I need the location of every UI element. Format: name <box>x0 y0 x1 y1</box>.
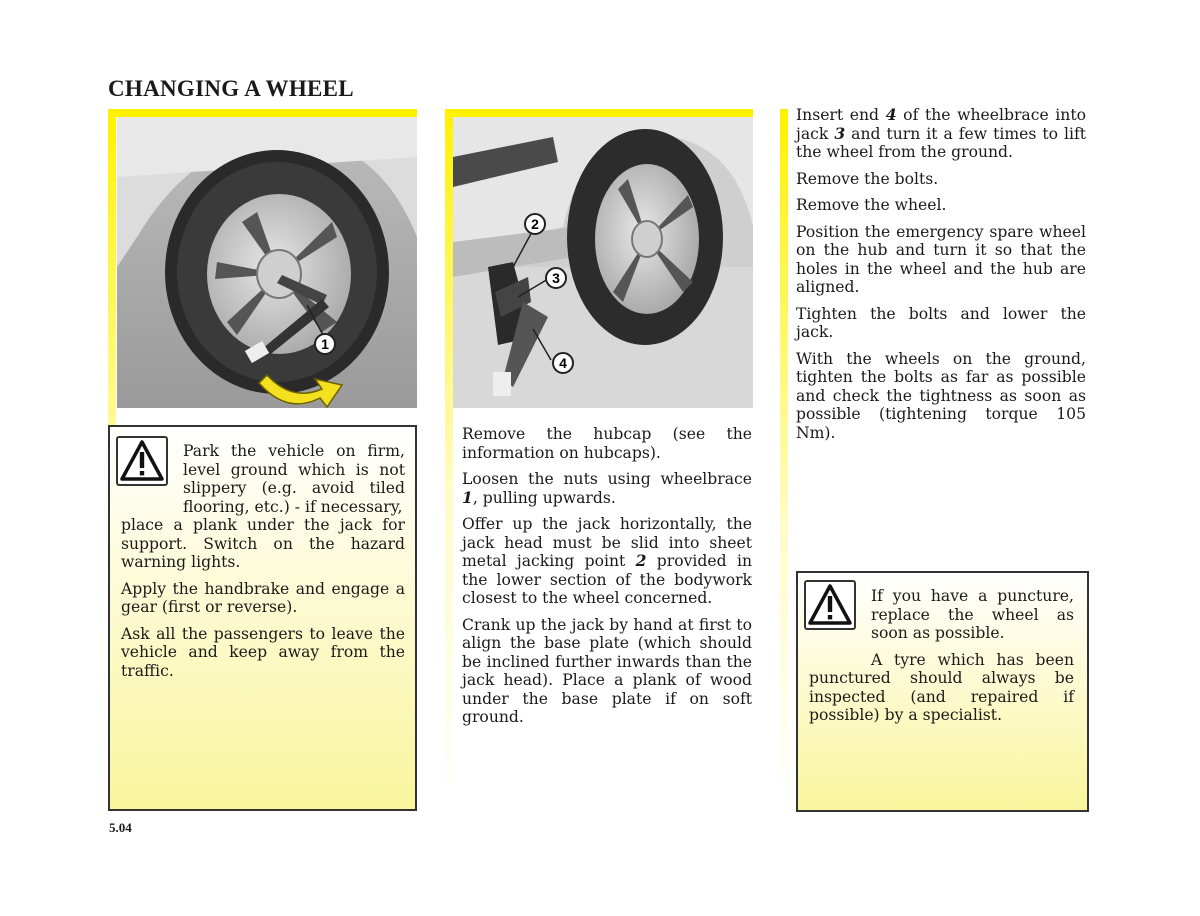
wheel-illustration <box>117 117 417 408</box>
page-number: 5.04 <box>109 820 132 835</box>
column3-yellow-sidebar <box>780 109 788 809</box>
column3-para4: Position the emergency spare wheel on the hub and turn it so that the holes in the wheel and the hub are aligned. <box>796 222 1086 296</box>
callout-3: 3 <box>552 270 560 286</box>
column3-para2: Remove the bolts. <box>796 169 939 188</box>
warning1-text <box>121 442 405 688</box>
column2-para2: Loosen the nuts using wheelbrace 1, pulling upwards. <box>462 470 752 507</box>
column2-yellow-rule <box>445 109 753 117</box>
warning1-para2: Apply the handbrake and engage a gear (first or reverse). <box>121 579 405 616</box>
column2-text <box>462 425 752 735</box>
column1-yellow-rule <box>108 109 417 117</box>
column3-para1: Insert end 4 of the wheelbrace into jack 3 and turn it a few times to lift the wheel from the ground. <box>796 105 1086 161</box>
column2-yellow-sidebar <box>445 109 453 809</box>
column3-para5: Tighten the bolts and lower the jack. <box>796 304 1086 341</box>
warning2-para1: If you have a puncture, replace the wheel as soon as possible. <box>871 587 1074 642</box>
warning2-text <box>809 587 1074 733</box>
warning-box-puncture <box>796 571 1089 812</box>
warning1-indented-lines: Park the vehicle on firm, level ground which is not slippery (e.g. avoid tiled flooring, etc.) - if necessary, <box>183 442 405 516</box>
column3-para3: Remove the wheel. <box>796 196 947 214</box>
callout-2: 2 <box>531 216 539 232</box>
figure-jack-photo <box>453 117 753 408</box>
column2-para3: Offer up the jack horizontally, the jack head must be slid into sheet metal jacking point 2 provided in the lower section of the bodywork closest to the wheel concerned. <box>462 515 752 607</box>
jack-illustration <box>453 117 753 408</box>
warning2-para2: A tyre which has been punctured should always be inspected (and repaired if possible) by a specialist. <box>809 650 1074 724</box>
warning1-continued-line: place a plank under the jack for support. Switch on the hazard warning lights. <box>121 516 405 571</box>
column3-para6: With the wheels on the ground, tighten the bolts as far as possible and check the tightness as soon as possible (tightening torque 105 Nm). <box>796 349 1086 442</box>
callout-4: 4 <box>559 355 567 371</box>
figure-wheelbrace-photo <box>117 117 417 408</box>
warning1-para3: Ask all the passengers to leave the vehicle and keep away from the traffic. <box>121 624 405 680</box>
page-title: CHANGING A WHEEL <box>108 76 354 101</box>
callout-1: 1 <box>321 336 329 352</box>
column3-text <box>796 106 1086 450</box>
warning-box-safety <box>108 425 417 811</box>
column2-para4: Crank up the jack by hand at first to align the base plate (which should be inclined further inwards than the jack head). Place a plank of wood under the base plate if on soft ground. <box>462 615 752 726</box>
column2-para1: Remove the hubcap (see the information on hubcaps). <box>462 425 752 462</box>
